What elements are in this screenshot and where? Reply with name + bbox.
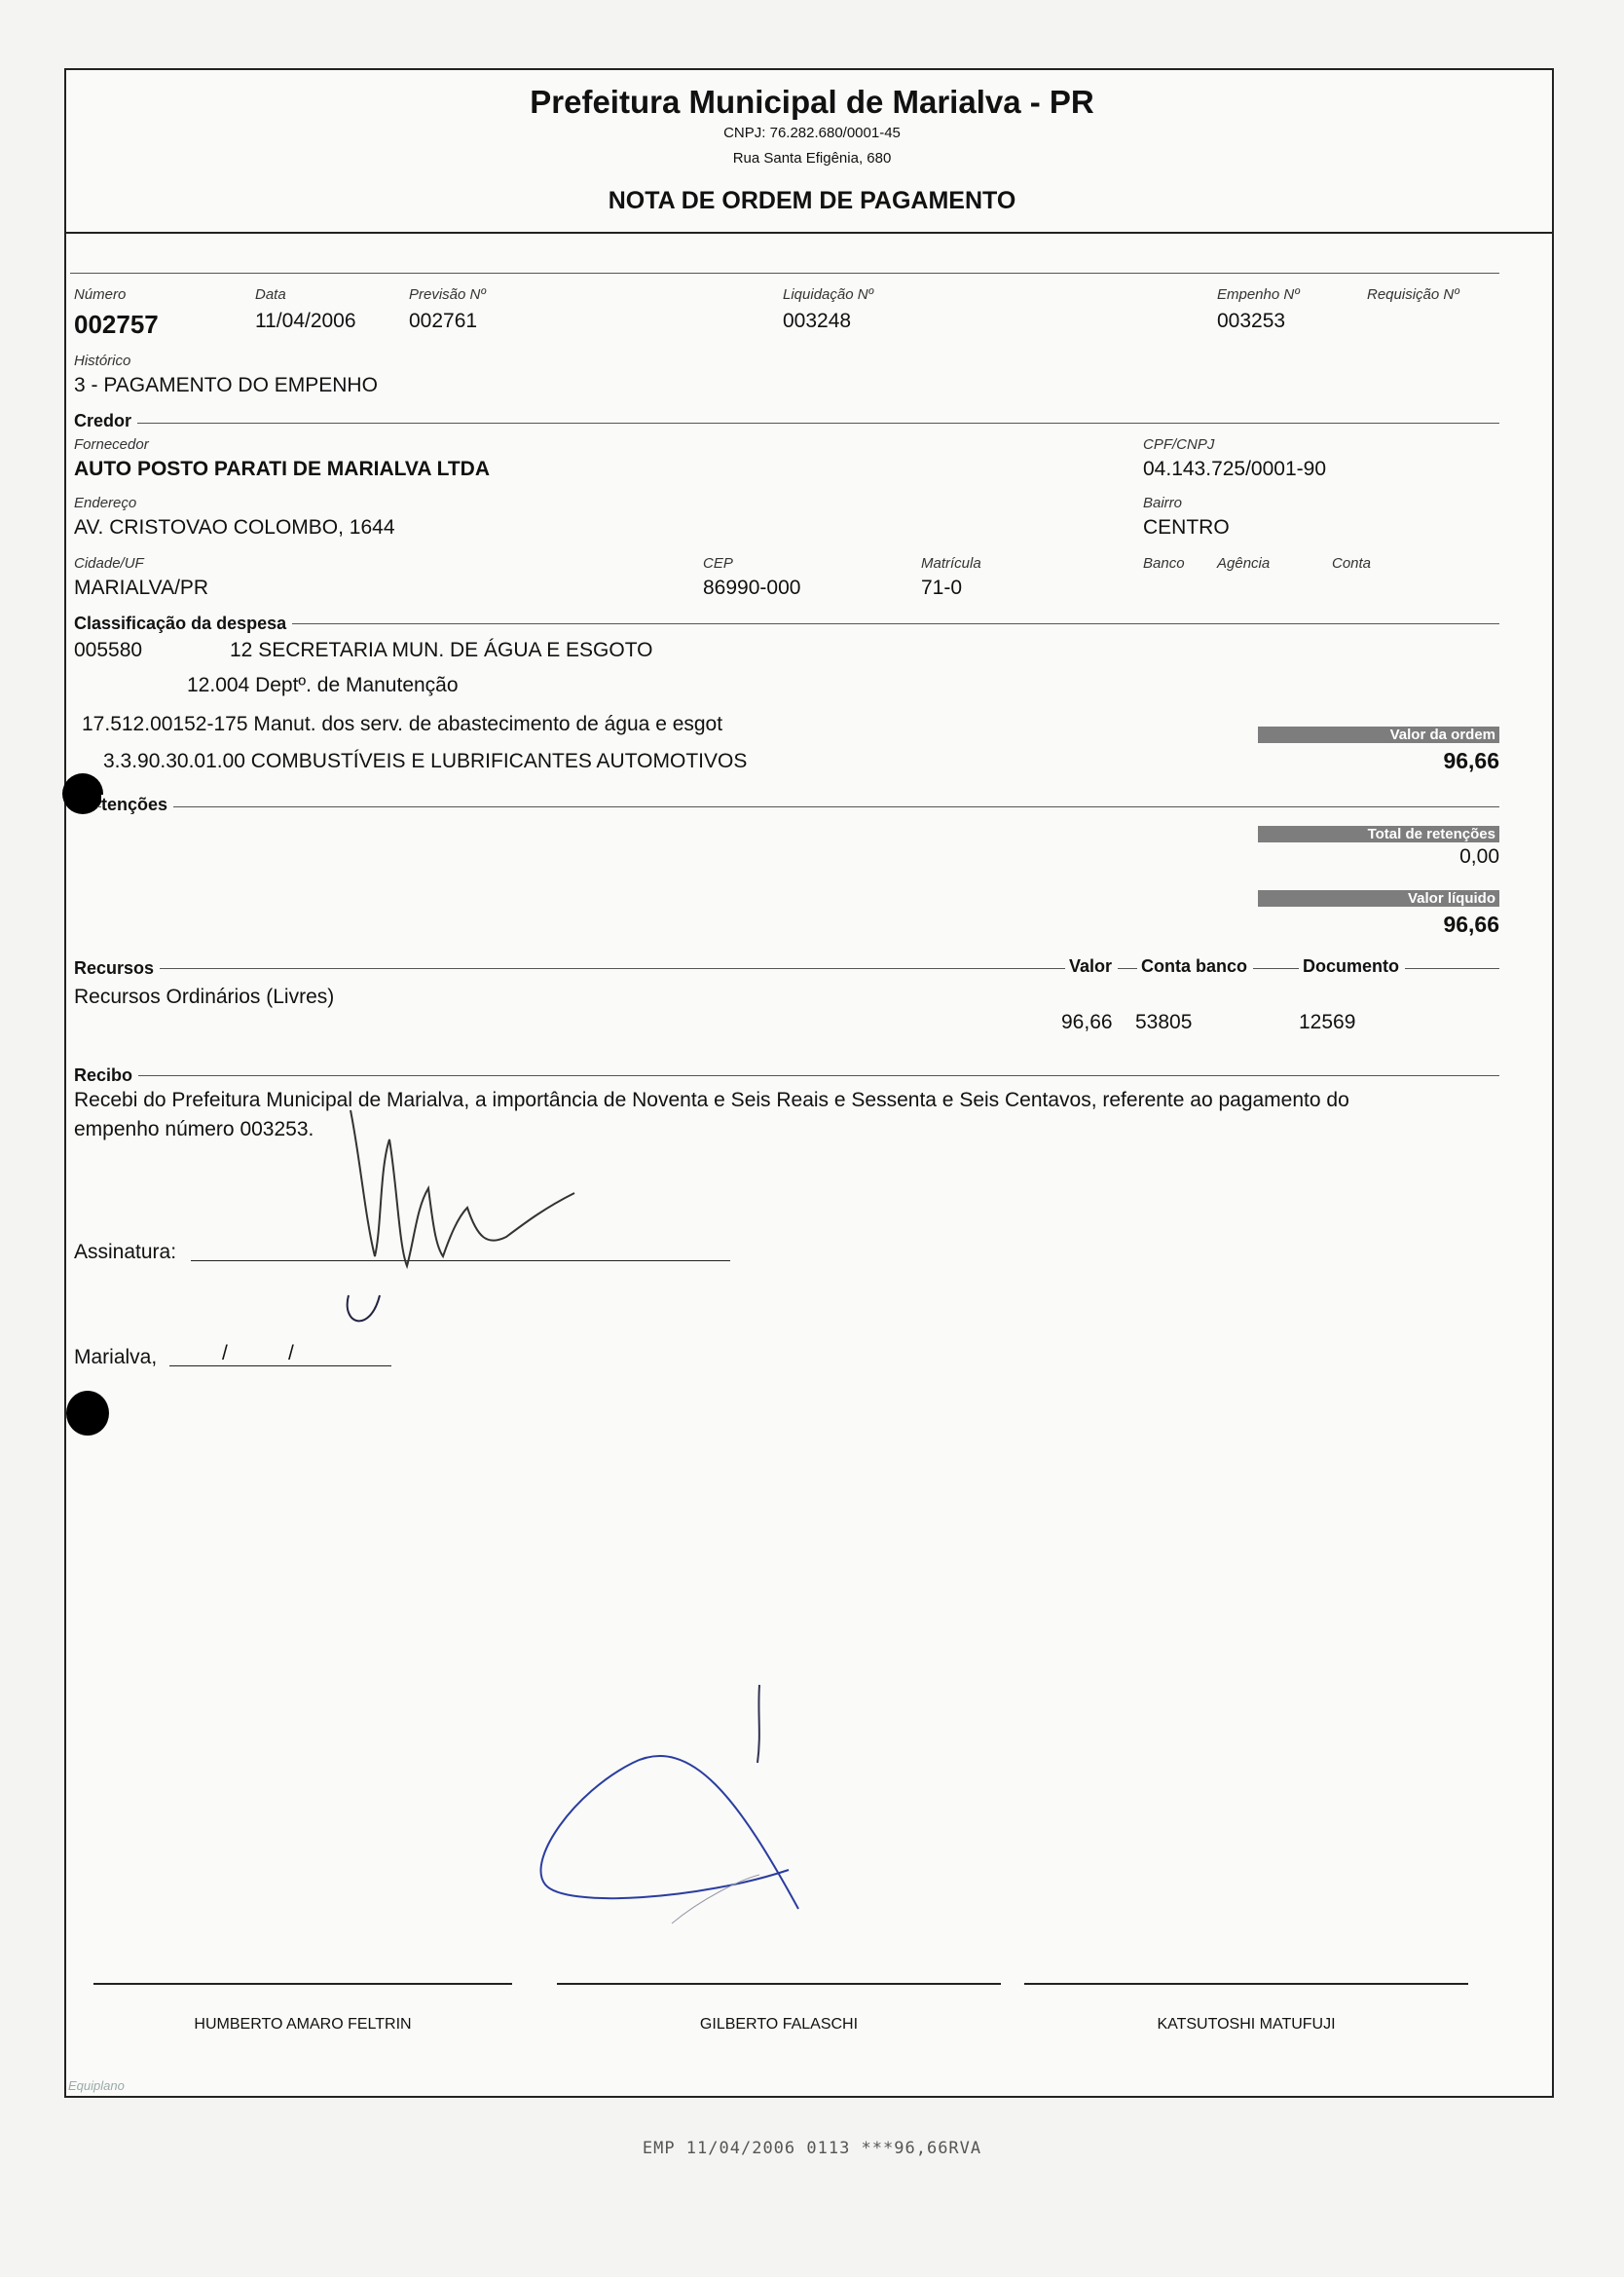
recursos-valor: 96,66 <box>1061 1011 1113 1033</box>
empenho-label: Empenho Nº <box>1217 286 1300 303</box>
cpf-value: 04.143.725/0001-90 <box>1143 458 1327 480</box>
endereco-value: AV. CRISTOVAO COLOMBO, 1644 <box>74 516 395 539</box>
recibo-text-line1: Recebi do Prefeitura Municipal de Marialva, a importância de Noventa e Seis Reais e Sessenta e Seis Centavos, referente ao pagamento do <box>74 1089 1349 1111</box>
retencoes-rule <box>97 806 1499 807</box>
fornecedor-label: Fornecedor <box>74 436 149 453</box>
punch-hole <box>62 773 103 814</box>
valor-ordem-value: 96,66 <box>1443 748 1499 773</box>
recursos-conta: 53805 <box>1135 1011 1193 1033</box>
cep-label: CEP <box>703 555 733 572</box>
elemento-text: 3.3.90.30.01.00 COMBUSTÍVEIS E LUBRIFICANTES AUTOMOTIVOS <box>103 750 748 772</box>
valor-ordem-label: Valor da ordem <box>1258 727 1499 743</box>
recursos-descricao: Recursos Ordinários (Livres) <box>74 986 335 1008</box>
previsao-value: 002761 <box>409 310 478 332</box>
retencoes-section-title: tenções <box>101 795 173 815</box>
recibo-rule <box>74 1075 1499 1076</box>
matricula-value: 71-0 <box>921 577 963 599</box>
cidade-value: MARIALVA/PR <box>74 577 209 599</box>
assinatura-label: Assinatura: <box>74 1241 177 1263</box>
local-label: Marialva, <box>74 1346 158 1368</box>
agencia-label: Agência <box>1217 555 1271 572</box>
recibo-signature <box>321 1101 613 1334</box>
liquidacao-label: Liquidação Nº <box>783 286 874 303</box>
signature-line-3 <box>1024 1983 1468 1985</box>
signature-line-2 <box>557 1983 1001 1985</box>
data-value: 11/04/2006 <box>255 310 356 332</box>
total-retencoes-label: Total de retenções <box>1258 826 1499 842</box>
punch-hole-2 <box>66 1391 109 1436</box>
date-slash-1: / <box>222 1342 228 1364</box>
empenho-value: 003253 <box>1217 310 1286 332</box>
bank-stamp: EMP 11/04/2006 0113 ***96,66RVA <box>642 2139 982 2158</box>
page-title: Prefeitura Municipal de Marialva - PR <box>530 84 1094 120</box>
numero-label: Número <box>74 286 127 303</box>
signatory-name-1: HUMBERTO AMARO FELTRIN <box>194 2016 412 2033</box>
documento-column-header: Documento <box>1299 956 1405 977</box>
recibo-section-title: Recibo <box>74 1065 138 1086</box>
recursos-rule <box>74 968 1499 969</box>
valor-liquido-value: 96,66 <box>1443 912 1499 937</box>
date-line <box>169 1365 391 1366</box>
recibo-text-line2: empenho número 003253. <box>74 1118 314 1140</box>
credor-section-title: Credor <box>74 411 137 431</box>
cnpj-text: CNPJ: 76.282.680/0001-45 <box>723 125 901 141</box>
software-footer: Equiplano <box>68 2078 125 2093</box>
requisicao-label: Requisição Nº <box>1367 286 1459 303</box>
header-divider <box>64 232 1552 234</box>
signatory-name-2: GILBERTO FALASCHI <box>699 2016 859 2033</box>
recursos-section-title: Recursos <box>74 958 160 979</box>
banco-label: Banco <box>1143 555 1185 572</box>
historico-value: 3 - PAGAMENTO DO EMPENHO <box>74 374 378 396</box>
endereco-label: Endereço <box>74 495 137 511</box>
total-retencoes-value: 0,00 <box>1459 845 1499 868</box>
cpf-label: CPF/CNPJ <box>1143 436 1215 453</box>
document-title: NOTA DE ORDEM DE PAGAMENTO <box>608 187 1016 214</box>
signature-line-1 <box>93 1983 512 1985</box>
numero-value: 002757 <box>74 310 159 339</box>
credor-rule <box>74 423 1499 424</box>
valor-column-header: Valor <box>1065 956 1118 977</box>
conta-label: Conta <box>1332 555 1372 572</box>
approval-signature <box>506 1675 896 1928</box>
unidade-text: 12.004 Deptº. de Manutenção <box>187 674 459 696</box>
historico-label: Histórico <box>74 353 131 369</box>
previsao-label: Previsão Nº <box>409 286 486 303</box>
funcional-text: 17.512.00152-175 Manut. dos serv. de abastecimento de água e esgot <box>82 713 723 735</box>
bairro-value: CENTRO <box>1143 516 1230 539</box>
cep-value: 86990-000 <box>703 577 801 599</box>
data-label: Data <box>255 286 286 303</box>
fornecedor-value: AUTO POSTO PARATI DE MARIALVA LTDA <box>74 458 490 480</box>
classificacao-code: 005580 <box>74 639 143 661</box>
conta-banco-column-header: Conta banco <box>1137 956 1253 977</box>
valor-liquido-label: Valor líquido <box>1258 890 1499 907</box>
classificacao-section-title: Classificação da despesa <box>74 614 292 634</box>
top-rule <box>70 273 1499 274</box>
orgao-text: 12 SECRETARIA MUN. DE ÁGUA E ESGOTO <box>230 639 653 661</box>
liquidacao-value: 003248 <box>783 310 852 332</box>
bairro-label: Bairro <box>1143 495 1183 511</box>
address-text: Rua Santa Efigênia, 680 <box>732 150 892 167</box>
date-slash-2: / <box>288 1342 294 1364</box>
signatory-name-3: KATSUTOSHI MATUFUJI <box>1157 2016 1336 2033</box>
cidade-label: Cidade/UF <box>74 555 144 572</box>
recursos-documento: 12569 <box>1299 1011 1356 1033</box>
matricula-label: Matrícula <box>921 555 981 572</box>
